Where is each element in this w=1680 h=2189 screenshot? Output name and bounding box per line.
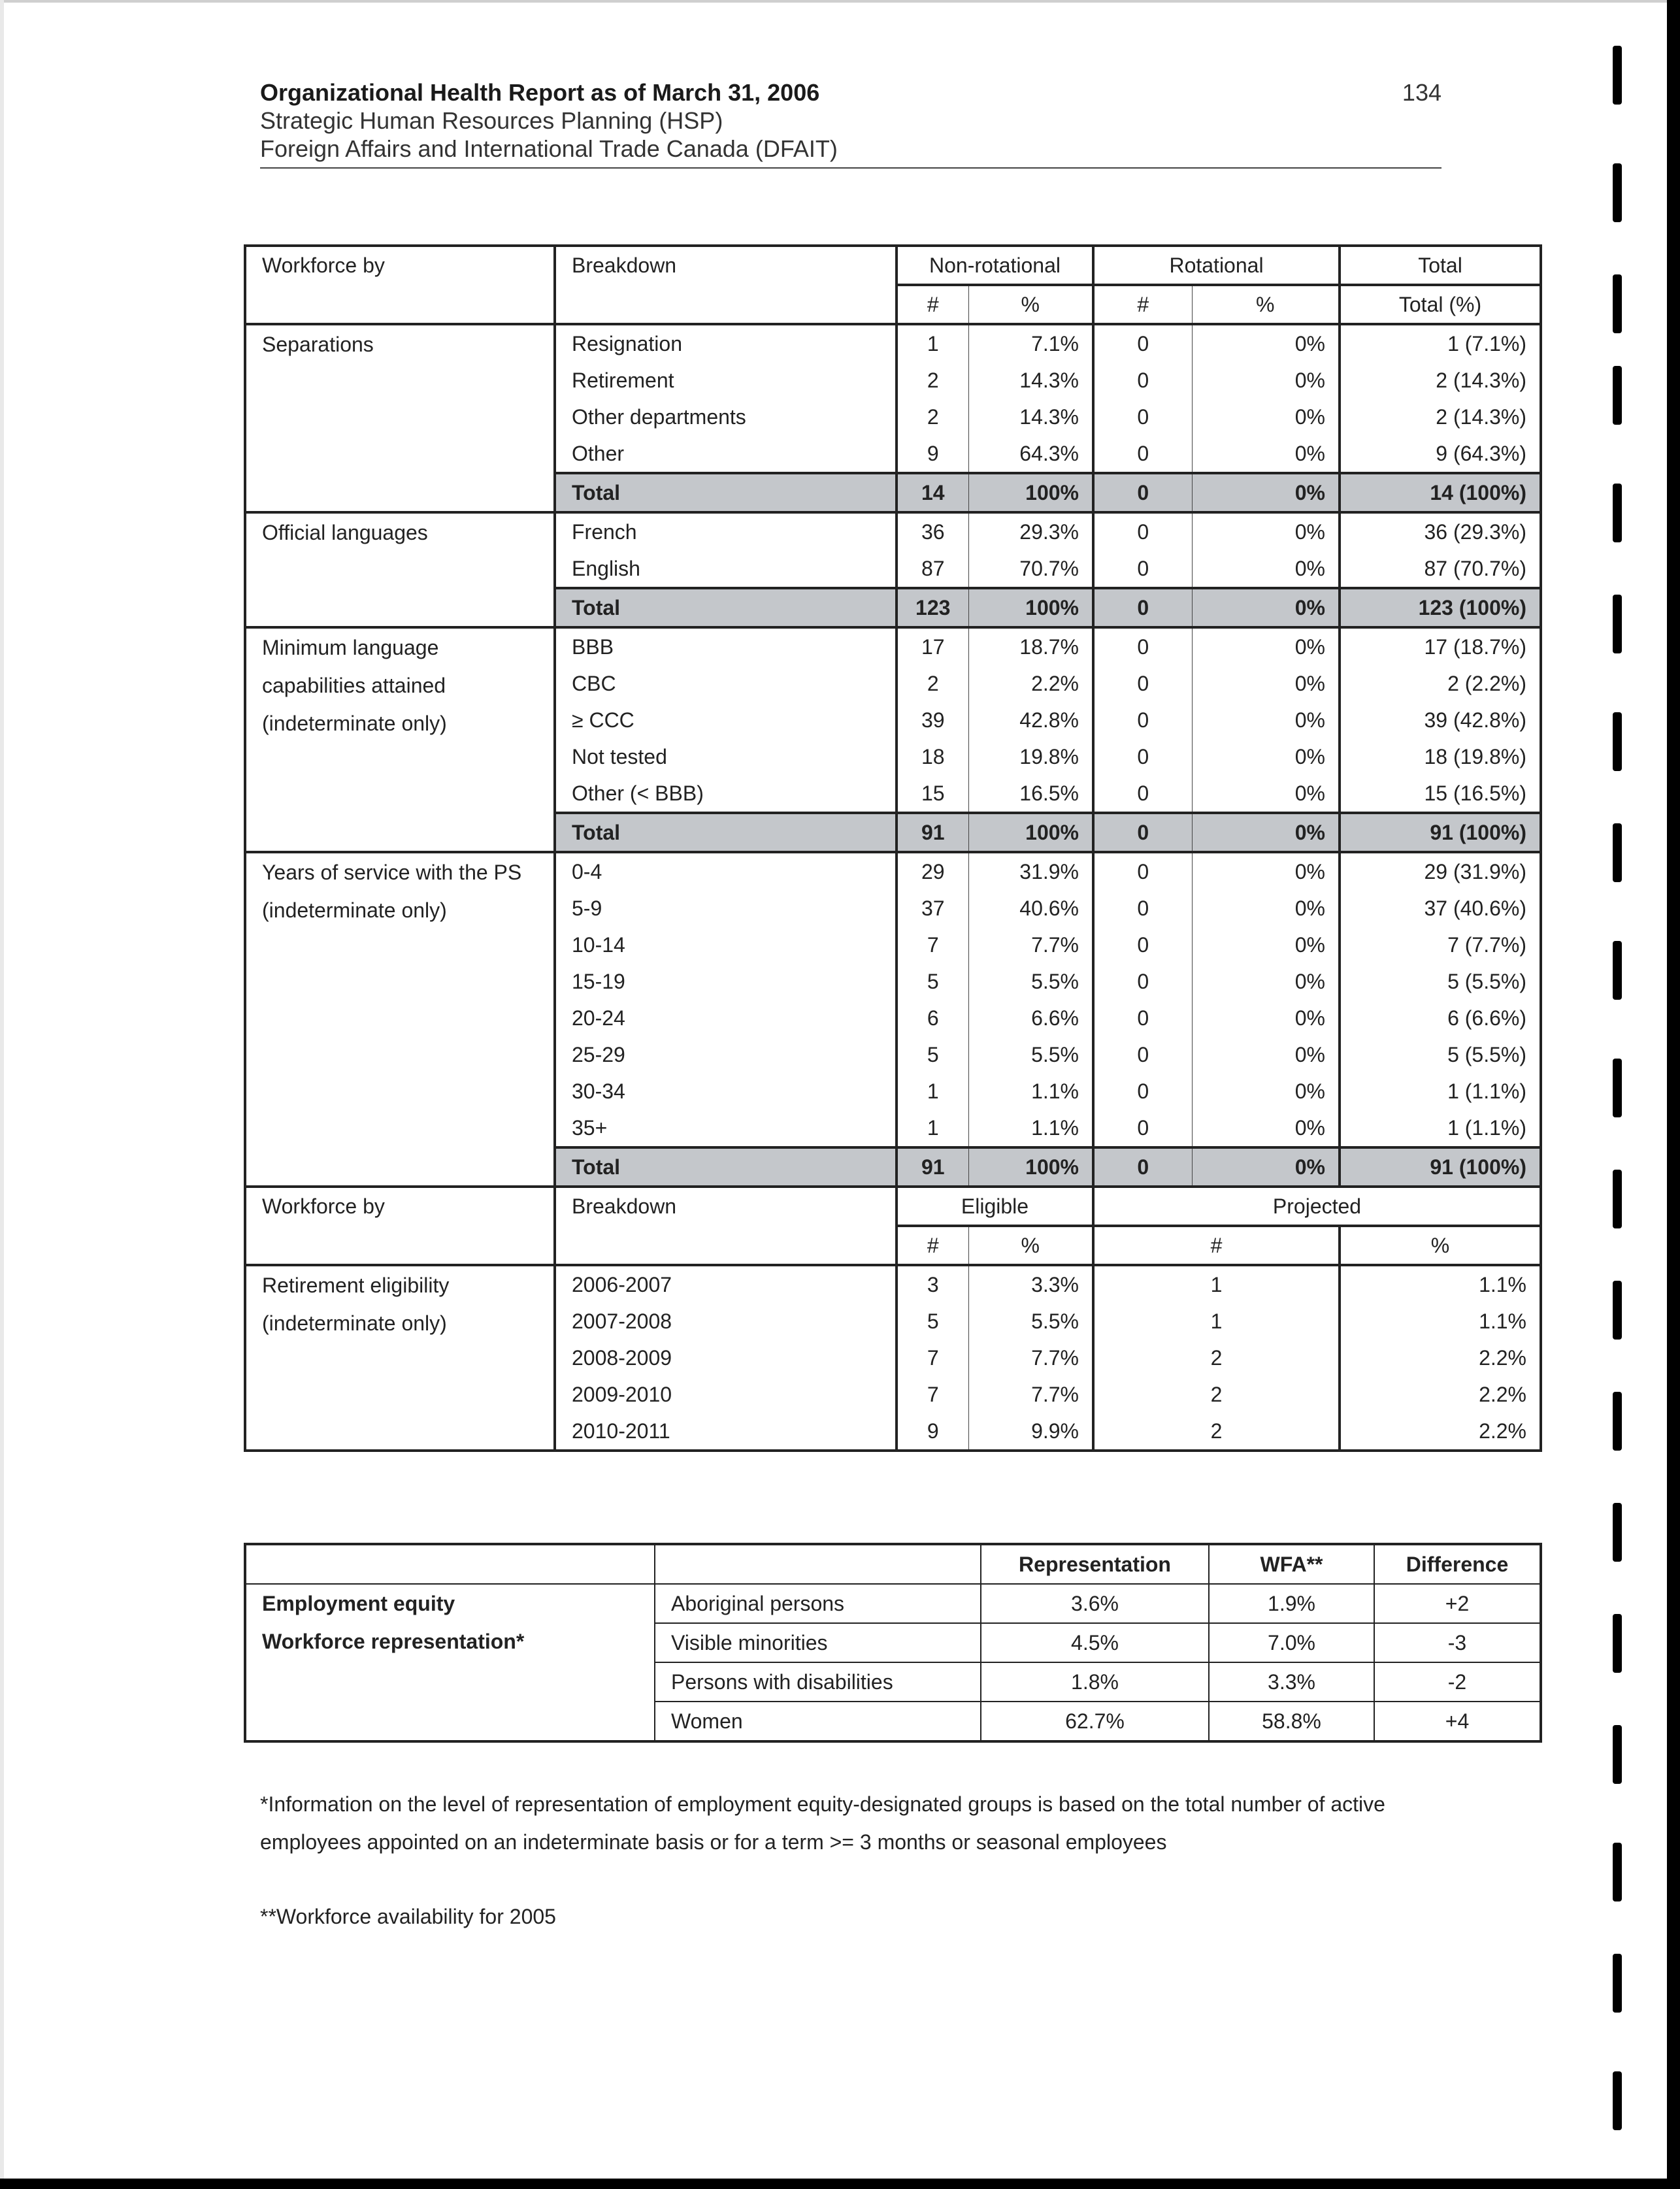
binder-hole bbox=[1613, 274, 1622, 333]
binder-hole bbox=[1613, 163, 1622, 222]
header-workforce-by: Workforce by bbox=[245, 1187, 555, 1265]
eligible-pct: 7.7% bbox=[968, 1376, 1093, 1413]
category-retirement bbox=[245, 1265, 555, 1451]
ee-header-row bbox=[245, 1544, 1541, 1584]
subheader-eligible-count: # bbox=[897, 1226, 968, 1265]
nonrot-pct: 7.1% bbox=[968, 324, 1093, 362]
nonrot-count: 2 bbox=[897, 362, 968, 399]
rot-count: 0 bbox=[1093, 435, 1192, 473]
page-edge-bottom bbox=[0, 2179, 1680, 2189]
header-non-rotational: Non-rotational bbox=[897, 246, 1093, 285]
rot-count: 0 bbox=[1093, 963, 1192, 1000]
nonrot-pct: 100% bbox=[968, 588, 1093, 627]
rot-pct: 0% bbox=[1192, 813, 1340, 852]
footnote-line-1: *Information on the level of representation of employment equity-designated groups is based on the total number of active bbox=[260, 1792, 1385, 1816]
category-label-line: (indeterminate only) bbox=[262, 712, 447, 735]
rot-count: 0 bbox=[1093, 813, 1192, 852]
breakdown-label: 2006-2007 bbox=[555, 1265, 897, 1303]
category-official-languages bbox=[245, 512, 555, 627]
ee-representation: 3.6% bbox=[981, 1584, 1209, 1623]
rot-count: 0 bbox=[1093, 890, 1192, 927]
total-value: 9 (64.3%) bbox=[1340, 435, 1541, 473]
rot-pct: 0% bbox=[1192, 1036, 1340, 1073]
eligible-pct: 3.3% bbox=[968, 1265, 1093, 1303]
ee-group-line: Workforce representation* bbox=[262, 1630, 525, 1653]
category-label-line: Years of service with the PS bbox=[262, 861, 522, 884]
table-row bbox=[245, 627, 1541, 665]
ee-representation: 4.5% bbox=[981, 1623, 1209, 1662]
total-label: Total bbox=[555, 473, 897, 512]
category-years-service bbox=[245, 852, 555, 1187]
category-min-language bbox=[245, 627, 555, 852]
category-label-line: Retirement eligibility bbox=[262, 1274, 450, 1297]
table-row bbox=[245, 1584, 1541, 1623]
rot-count: 0 bbox=[1093, 1073, 1192, 1110]
nonrot-pct: 14.3% bbox=[968, 362, 1093, 399]
breakdown-label: CBC bbox=[555, 665, 897, 702]
breakdown-label: 0-4 bbox=[555, 852, 897, 890]
ee-wfa: 3.3% bbox=[1209, 1662, 1374, 1702]
nonrot-pct: 18.7% bbox=[968, 627, 1093, 665]
breakdown-label: Other departments bbox=[555, 399, 897, 435]
breakdown-label: Retirement bbox=[555, 362, 897, 399]
ee-group-label bbox=[245, 1584, 655, 1741]
total-value: 39 (42.8%) bbox=[1340, 702, 1541, 738]
ee-difference: -3 bbox=[1374, 1623, 1541, 1662]
rot-pct: 0% bbox=[1192, 665, 1340, 702]
subheader-eligible-pct: % bbox=[968, 1226, 1093, 1265]
page-number: 134 bbox=[1402, 79, 1441, 106]
ee-difference: +4 bbox=[1374, 1702, 1541, 1741]
nonrot-count: 15 bbox=[897, 775, 968, 813]
projected-pct: 2.2% bbox=[1340, 1340, 1541, 1376]
total-value: 17 (18.7%) bbox=[1340, 627, 1541, 665]
nonrot-count: 18 bbox=[897, 738, 968, 775]
employment-equity-table bbox=[244, 1543, 1542, 1743]
rot-count: 0 bbox=[1093, 852, 1192, 890]
total-value: 87 (70.7%) bbox=[1340, 550, 1541, 588]
rot-count: 0 bbox=[1093, 1000, 1192, 1036]
category-label: Official languages bbox=[262, 521, 428, 544]
binder-hole bbox=[1613, 1281, 1622, 1340]
nonrot-count: 39 bbox=[897, 702, 968, 738]
total-value: 123 (100%) bbox=[1340, 588, 1541, 627]
rot-count: 0 bbox=[1093, 665, 1192, 702]
nonrot-pct: 42.8% bbox=[968, 702, 1093, 738]
header-breakdown: Breakdown bbox=[555, 1187, 897, 1265]
breakdown-label: 2010-2011 bbox=[555, 1413, 897, 1451]
nonrot-pct: 16.5% bbox=[968, 775, 1093, 813]
rot-pct: 0% bbox=[1192, 1073, 1340, 1110]
breakdown-label: 15-19 bbox=[555, 963, 897, 1000]
category-label-line: Minimum language bbox=[262, 636, 439, 659]
breakdown-label: 20-24 bbox=[555, 1000, 897, 1036]
eligible-pct: 7.7% bbox=[968, 1340, 1093, 1376]
nonrot-pct: 64.3% bbox=[968, 435, 1093, 473]
binder-hole bbox=[1613, 595, 1622, 653]
nonrot-pct: 7.7% bbox=[968, 927, 1093, 963]
rot-pct: 0% bbox=[1192, 588, 1340, 627]
nonrot-pct: 14.3% bbox=[968, 399, 1093, 435]
total-value: 18 (19.8%) bbox=[1340, 738, 1541, 775]
nonrot-pct: 40.6% bbox=[968, 890, 1093, 927]
rot-pct: 0% bbox=[1192, 1110, 1340, 1147]
rot-pct: 0% bbox=[1192, 1147, 1340, 1187]
nonrot-count: 37 bbox=[897, 890, 968, 927]
table-row bbox=[245, 324, 1541, 362]
breakdown-label: Other bbox=[555, 435, 897, 473]
subheader-total-pct: Total (%) bbox=[1340, 285, 1541, 324]
nonrot-pct: 31.9% bbox=[968, 852, 1093, 890]
header-representation: Representation bbox=[981, 1544, 1209, 1584]
nonrot-pct: 5.5% bbox=[968, 1036, 1093, 1073]
binder-hole bbox=[1613, 1392, 1622, 1451]
subheader-projected-pct: % bbox=[1340, 1226, 1541, 1265]
rot-count: 0 bbox=[1093, 1110, 1192, 1147]
nonrot-pct: 2.2% bbox=[968, 665, 1093, 702]
binder-hole bbox=[1613, 1059, 1622, 1117]
nonrot-pct: 100% bbox=[968, 1147, 1093, 1187]
rot-pct: 0% bbox=[1192, 435, 1340, 473]
nonrot-count: 5 bbox=[897, 1036, 968, 1073]
projected-count: 2 bbox=[1093, 1376, 1340, 1413]
breakdown-label: Resignation bbox=[555, 324, 897, 362]
ee-wfa: 58.8% bbox=[1209, 1702, 1374, 1741]
ee-item-label: Visible minorities bbox=[655, 1623, 981, 1662]
rot-pct: 0% bbox=[1192, 324, 1340, 362]
total-value: 29 (31.9%) bbox=[1340, 852, 1541, 890]
total-value: 5 (5.5%) bbox=[1340, 963, 1541, 1000]
ee-difference: +2 bbox=[1374, 1584, 1541, 1623]
binder-hole bbox=[1613, 1954, 1622, 2013]
rot-pct: 0% bbox=[1192, 738, 1340, 775]
header-difference: Difference bbox=[1374, 1544, 1541, 1584]
report-title: Organizational Health Report as of March 31, 2006 bbox=[260, 79, 820, 106]
header-projected: Projected bbox=[1093, 1187, 1541, 1226]
nonrot-count: 29 bbox=[897, 852, 968, 890]
eligible-count: 7 bbox=[897, 1376, 968, 1413]
total-value: 15 (16.5%) bbox=[1340, 775, 1541, 813]
projected-count: 1 bbox=[1093, 1303, 1340, 1340]
rot-pct: 0% bbox=[1192, 927, 1340, 963]
nonrot-count: 17 bbox=[897, 627, 968, 665]
rot-pct: 0% bbox=[1192, 362, 1340, 399]
nonrot-count: 9 bbox=[897, 435, 968, 473]
breakdown-label: English bbox=[555, 550, 897, 588]
breakdown-label: 2007-2008 bbox=[555, 1303, 897, 1340]
nonrot-pct: 100% bbox=[968, 813, 1093, 852]
header-eligible: Eligible bbox=[897, 1187, 1093, 1226]
binder-hole bbox=[1613, 1725, 1622, 1784]
nonrot-pct: 19.8% bbox=[968, 738, 1093, 775]
binder-hole bbox=[1613, 1503, 1622, 1562]
breakdown-label: ≥ CCC bbox=[555, 702, 897, 738]
subheader-rot-pct: % bbox=[1192, 285, 1340, 324]
nonrot-count: 36 bbox=[897, 512, 968, 550]
binder-hole bbox=[1613, 712, 1622, 771]
eligible-pct: 9.9% bbox=[968, 1413, 1093, 1451]
binder-hole bbox=[1613, 1614, 1622, 1673]
total-value: 2 (14.3%) bbox=[1340, 399, 1541, 435]
rot-pct: 0% bbox=[1192, 550, 1340, 588]
header-total: Total bbox=[1340, 246, 1541, 285]
total-value: 2 (2.2%) bbox=[1340, 665, 1541, 702]
nonrot-pct: 5.5% bbox=[968, 963, 1093, 1000]
breakdown-label: Not tested bbox=[555, 738, 897, 775]
rot-count: 0 bbox=[1093, 1147, 1192, 1187]
category-label-line: capabilities attained bbox=[262, 674, 446, 697]
header-rotational: Rotational bbox=[1093, 246, 1340, 285]
total-value: 14 (100%) bbox=[1340, 473, 1541, 512]
breakdown-label: Other (< BBB) bbox=[555, 775, 897, 813]
breakdown-label: BBB bbox=[555, 627, 897, 665]
header-breakdown: Breakdown bbox=[555, 246, 897, 324]
rot-pct: 0% bbox=[1192, 473, 1340, 512]
binder-hole bbox=[1613, 941, 1622, 1000]
projected-pct: 1.1% bbox=[1340, 1265, 1541, 1303]
binder-hole bbox=[1613, 484, 1622, 542]
nonrot-count: 123 bbox=[897, 588, 968, 627]
nonrot-count: 5 bbox=[897, 963, 968, 1000]
rot-count: 0 bbox=[1093, 627, 1192, 665]
breakdown-label: 10-14 bbox=[555, 927, 897, 963]
nonrot-count: 6 bbox=[897, 1000, 968, 1036]
total-value: 7 (7.7%) bbox=[1340, 927, 1541, 963]
header-wfa: WFA** bbox=[1209, 1544, 1374, 1584]
footnote-line-2: employees appointed on an indeterminate basis or for a term >= 3 months or seasonal employees bbox=[260, 1830, 1167, 1854]
ee-item-label: Aboriginal persons bbox=[655, 1584, 981, 1623]
ee-representation: 62.7% bbox=[981, 1702, 1209, 1741]
subheader-projected-count: # bbox=[1093, 1226, 1340, 1265]
breakdown-label: 30-34 bbox=[555, 1073, 897, 1110]
eligible-count: 3 bbox=[897, 1265, 968, 1303]
category-label-line: (indeterminate only) bbox=[262, 898, 447, 922]
page-edge-left bbox=[0, 0, 4, 2189]
total-value: 1 (1.1%) bbox=[1340, 1110, 1541, 1147]
total-value: 36 (29.3%) bbox=[1340, 512, 1541, 550]
rot-pct: 0% bbox=[1192, 890, 1340, 927]
total-value: 91 (100%) bbox=[1340, 1147, 1541, 1187]
nonrot-count: 2 bbox=[897, 399, 968, 435]
ee-wfa: 7.0% bbox=[1209, 1623, 1374, 1662]
header-workforce-by: Workforce by bbox=[245, 246, 555, 324]
binder-hole bbox=[1613, 1843, 1622, 1901]
rot-count: 0 bbox=[1093, 473, 1192, 512]
eligible-count: 7 bbox=[897, 1340, 968, 1376]
table-row bbox=[245, 512, 1541, 550]
projected-pct: 1.1% bbox=[1340, 1303, 1541, 1340]
page-header bbox=[260, 78, 1441, 163]
nonrot-count: 87 bbox=[897, 550, 968, 588]
retirement-header-row bbox=[245, 1187, 1541, 1226]
breakdown-label: 25-29 bbox=[555, 1036, 897, 1073]
ee-item-label: Women bbox=[655, 1702, 981, 1741]
binder-hole bbox=[1613, 46, 1622, 105]
breakdown-label: 5-9 bbox=[555, 890, 897, 927]
total-value: 6 (6.6%) bbox=[1340, 1000, 1541, 1036]
nonrot-pct: 6.6% bbox=[968, 1000, 1093, 1036]
rot-count: 0 bbox=[1093, 399, 1192, 435]
rot-pct: 0% bbox=[1192, 512, 1340, 550]
ee-wfa: 1.9% bbox=[1209, 1584, 1374, 1623]
page-edge-right bbox=[1667, 0, 1680, 2189]
nonrot-count: 7 bbox=[897, 927, 968, 963]
total-label: Total bbox=[555, 588, 897, 627]
total-label: Total bbox=[555, 1147, 897, 1187]
rot-pct: 0% bbox=[1192, 775, 1340, 813]
rot-pct: 0% bbox=[1192, 627, 1340, 665]
rot-pct: 0% bbox=[1192, 963, 1340, 1000]
projected-pct: 2.2% bbox=[1340, 1376, 1541, 1413]
rot-count: 0 bbox=[1093, 738, 1192, 775]
footnote-wfa: **Workforce availability for 2005 bbox=[260, 1905, 556, 1928]
header-rule bbox=[260, 167, 1441, 169]
ee-item-label: Persons with disabilities bbox=[655, 1662, 981, 1702]
binder-hole bbox=[1613, 366, 1622, 425]
nonrot-pct: 70.7% bbox=[968, 550, 1093, 588]
report-subtitle-hsp: Strategic Human Resources Planning (HSP) bbox=[260, 107, 723, 134]
workforce-table bbox=[244, 244, 1542, 1452]
ee-difference: -2 bbox=[1374, 1662, 1541, 1702]
nonrot-count: 1 bbox=[897, 1073, 968, 1110]
projected-count: 2 bbox=[1093, 1340, 1340, 1376]
rot-count: 0 bbox=[1093, 702, 1192, 738]
rot-count: 0 bbox=[1093, 512, 1192, 550]
binder-hole bbox=[1613, 823, 1622, 882]
rot-pct: 0% bbox=[1192, 1000, 1340, 1036]
ee-header-empty bbox=[245, 1544, 655, 1584]
rot-pct: 0% bbox=[1192, 702, 1340, 738]
rot-count: 0 bbox=[1093, 550, 1192, 588]
nonrot-pct: 1.1% bbox=[968, 1110, 1093, 1147]
subheader-nonrot-pct: % bbox=[968, 285, 1093, 324]
total-value: 91 (100%) bbox=[1340, 813, 1541, 852]
nonrot-count: 91 bbox=[897, 1147, 968, 1187]
breakdown-label: 2009-2010 bbox=[555, 1376, 897, 1413]
total-value: 37 (40.6%) bbox=[1340, 890, 1541, 927]
projected-count: 1 bbox=[1093, 1265, 1340, 1303]
ee-header-empty bbox=[655, 1544, 981, 1584]
nonrot-count: 1 bbox=[897, 1110, 968, 1147]
category-label-line: (indeterminate only) bbox=[262, 1311, 447, 1335]
breakdown-label: French bbox=[555, 512, 897, 550]
breakdown-label: 35+ bbox=[555, 1110, 897, 1147]
table-row bbox=[245, 1265, 1541, 1303]
nonrot-count: 91 bbox=[897, 813, 968, 852]
rot-count: 0 bbox=[1093, 927, 1192, 963]
total-value: 5 (5.5%) bbox=[1340, 1036, 1541, 1073]
eligible-pct: 5.5% bbox=[968, 1303, 1093, 1340]
table-row bbox=[245, 852, 1541, 890]
rot-pct: 0% bbox=[1192, 399, 1340, 435]
category-label: Separations bbox=[262, 333, 374, 356]
rot-pct: 0% bbox=[1192, 852, 1340, 890]
eligible-count: 5 bbox=[897, 1303, 968, 1340]
nonrot-pct: 29.3% bbox=[968, 512, 1093, 550]
binder-hole bbox=[1613, 1170, 1622, 1228]
breakdown-label: 2008-2009 bbox=[555, 1340, 897, 1376]
rot-count: 0 bbox=[1093, 1036, 1192, 1073]
nonrot-count: 14 bbox=[897, 473, 968, 512]
nonrot-count: 2 bbox=[897, 665, 968, 702]
projected-count: 2 bbox=[1093, 1413, 1340, 1451]
rot-count: 0 bbox=[1093, 324, 1192, 362]
rot-count: 0 bbox=[1093, 775, 1192, 813]
ee-representation: 1.8% bbox=[981, 1662, 1209, 1702]
table-header-row bbox=[245, 246, 1541, 285]
page-edge-top bbox=[0, 0, 1680, 3]
rot-count: 0 bbox=[1093, 362, 1192, 399]
nonrot-count: 1 bbox=[897, 324, 968, 362]
total-value: 2 (14.3%) bbox=[1340, 362, 1541, 399]
nonrot-pct: 1.1% bbox=[968, 1073, 1093, 1110]
eligible-count: 9 bbox=[897, 1413, 968, 1451]
rot-count: 0 bbox=[1093, 588, 1192, 627]
report-subtitle-dfait: Foreign Affairs and International Trade Canada (DFAIT) bbox=[260, 135, 838, 162]
subheader-nonrot-count: # bbox=[897, 285, 968, 324]
ee-group-line: Employment equity bbox=[262, 1592, 455, 1615]
total-label: Total bbox=[555, 813, 897, 852]
nonrot-pct: 100% bbox=[968, 473, 1093, 512]
binder-hole bbox=[1613, 2071, 1622, 2130]
total-value: 1 (7.1%) bbox=[1340, 324, 1541, 362]
category-separations bbox=[245, 324, 555, 512]
total-value: 1 (1.1%) bbox=[1340, 1073, 1541, 1110]
subheader-rot-count: # bbox=[1093, 285, 1192, 324]
projected-pct: 2.2% bbox=[1340, 1413, 1541, 1451]
